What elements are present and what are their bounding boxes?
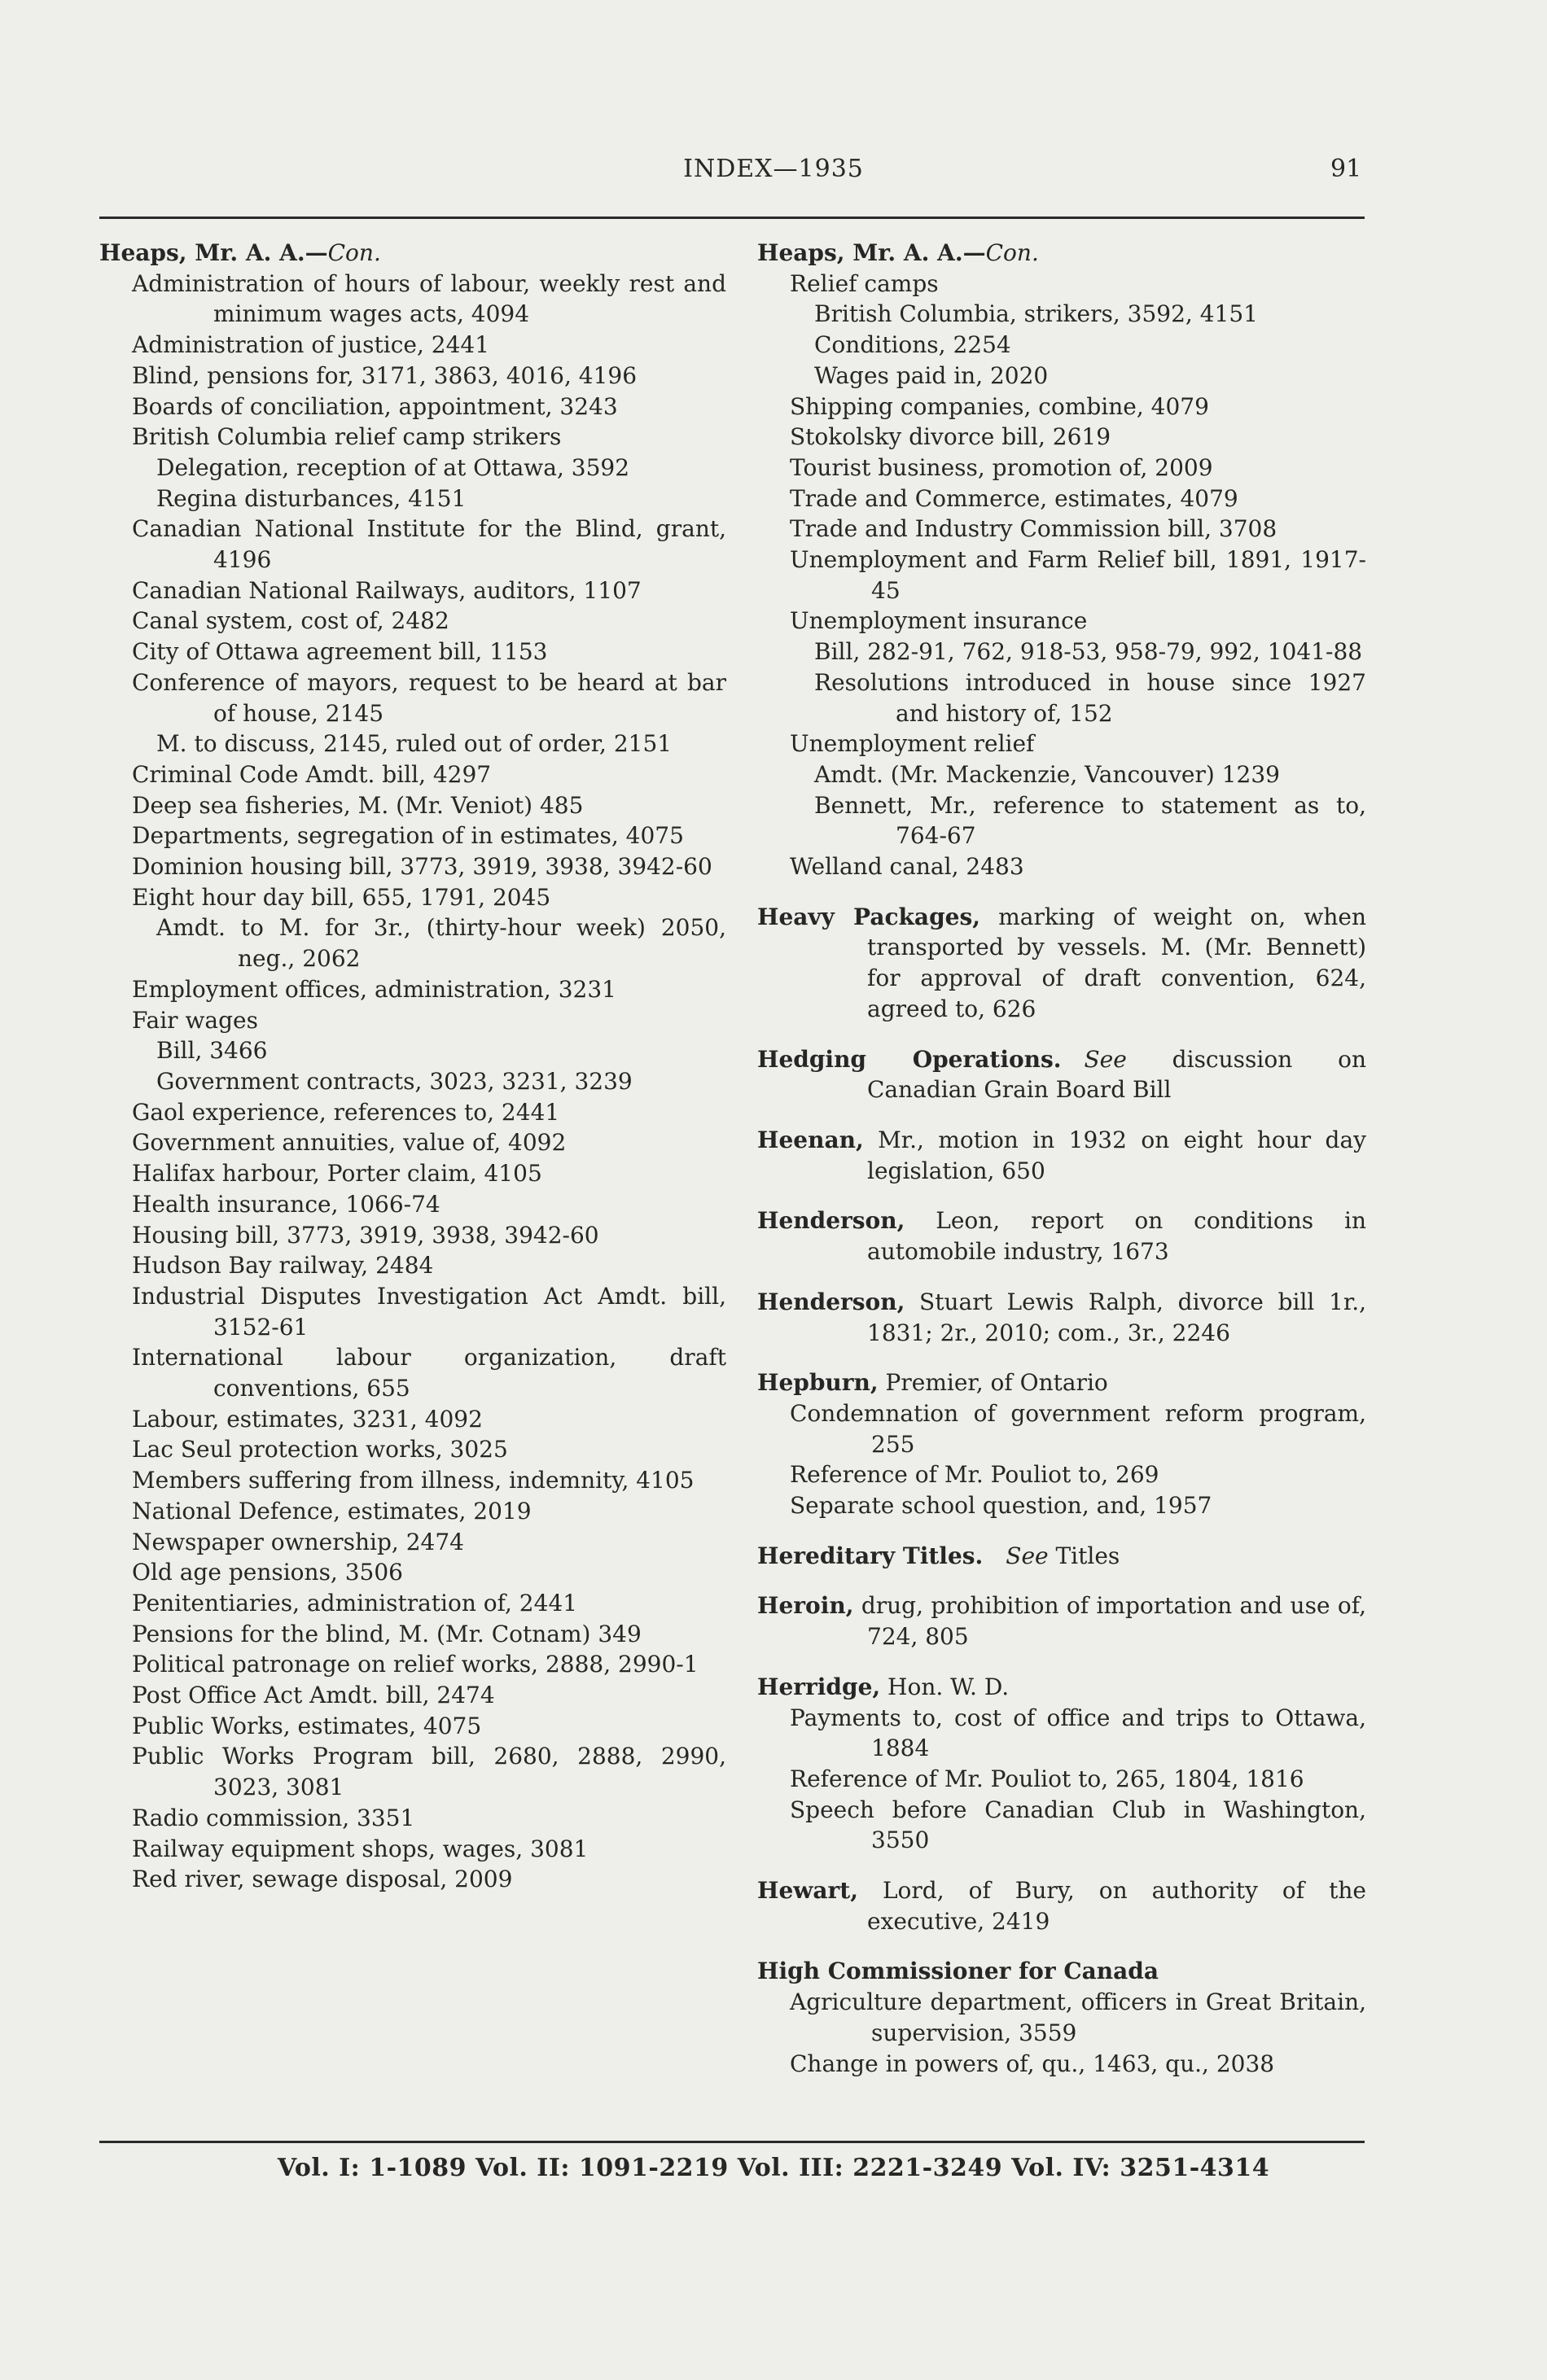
entry-text: drug, prohibition of importation and use of, 724, 805 — [853, 1592, 1366, 1651]
index-entry: National Defence, estimates, 2019 — [132, 1497, 532, 1525]
entry-text: Leon, report on conditions in automobile industry, 1673 — [867, 1207, 1366, 1266]
index-entry: Canadian National Railways, auditors, 1107 — [132, 576, 642, 604]
index-entry: Relief camps — [790, 269, 939, 297]
index-heading-entry — [757, 1367, 1366, 1398]
index-subentry: Delegation, reception of at Ottawa, 3592 — [156, 453, 630, 481]
index-entry: Tourist business, promotion of, 2009 — [790, 453, 1213, 481]
index-entry: Dominion housing bill, 3773, 3919, 3938, 3942-60 — [132, 853, 712, 881]
index-entry: Stokolsky divorce bill, 2619 — [790, 423, 1111, 451]
index-subentry: Reference of Mr. Pouliot to, 265, 1804, 1816 — [790, 1765, 1304, 1792]
index-heading-entry — [757, 1205, 1366, 1267]
index-entry: Boards of conciliation, appointment, 3243 — [132, 392, 618, 420]
index-entry: Deep sea fisheries, M. (Mr. Veniot) 485 — [132, 791, 584, 819]
section-gap — [757, 1348, 1366, 1367]
entry-head: Heavy Packages, — [757, 903, 980, 930]
index-entry: Unemployment and Farm Relief bill, 1891, 1917-45 — [790, 546, 1366, 604]
index-heading-entry — [757, 1287, 1366, 1348]
index-entry: Post Office Act Amdt. bill, 2474 — [132, 1682, 495, 1709]
heading-name: Heaps, Mr. A. A.— — [99, 239, 328, 266]
index-subentry: Bennett, Mr., reference to statement as to, 764-67 — [814, 791, 1366, 850]
see-target: Titles — [1048, 1542, 1120, 1569]
right-entries — [757, 269, 1366, 882]
index-subentry: Government contracts, 3023, 3231, 3239 — [156, 1067, 633, 1095]
entry-text: Stuart Lewis Ralph, divorce bill 1r., 1831; 2r., 2010; com., 3r., 2246 — [867, 1288, 1366, 1346]
index-heading-entry — [757, 1541, 1366, 1572]
section-gap — [757, 1521, 1366, 1541]
index-heading-entry — [757, 1044, 1366, 1105]
index-entry: Departments, segregation of in estimates, 4075 — [132, 822, 684, 850]
index-entry: Industrial Disputes Investigation Act Amdt. bill, 3152-61 — [132, 1282, 726, 1341]
index-subentry: Wages paid in, 2020 — [814, 361, 1049, 389]
see-target: discussion on Canadian Grain Board Bill — [867, 1045, 1366, 1104]
index-entry: Blind, pensions for, 3171, 3863, 4016, 4196 — [132, 361, 638, 389]
index-entry: Trade and Commerce, estimates, 4079 — [790, 484, 1238, 512]
heading-continued: Con. — [327, 239, 381, 266]
entry-text: Hon. W. D. — [880, 1673, 1010, 1700]
index-entry: Conference of mayors, request to be heard at bar of house, 2145 — [132, 668, 726, 727]
index-subentry: Bill, 3466 — [156, 1037, 268, 1065]
index-entry: Hudson Bay railway, 2484 — [132, 1252, 434, 1280]
index-entry: Political patronage on relief works, 2888, 2990-1 — [132, 1651, 699, 1678]
index-subentry: Agriculture department, officers in Great Britain, supervision, 3559 — [790, 1988, 1366, 2046]
index-entry: Railway equipment shops, wages, 3081 — [132, 1835, 589, 1862]
entry-head: High Commissioner for Canada — [757, 1958, 1159, 1985]
index-entry: City of Ottawa agreement bill, 1153 — [132, 638, 548, 666]
index-heading-entry — [757, 1875, 1366, 1936]
running-title: INDEX—1935 — [683, 155, 864, 183]
index-subentry: Condemnation of government reform program, 255 — [790, 1399, 1366, 1458]
index-heading-entry — [757, 1590, 1366, 1652]
bottom-rule — [99, 2141, 1365, 2143]
index-entry: Newspaper ownership, 2474 — [132, 1528, 464, 1555]
index-subentry: British Columbia, strikers, 3592, 4151 — [814, 300, 1258, 328]
entry-text: Lord, of Bury, on authority of the executive, 2419 — [857, 1877, 1366, 1935]
index-subentry: Conditions, 2254 — [814, 331, 1011, 359]
index-entry: British Columbia relief camp strikers — [132, 423, 562, 451]
index-entry: Labour, estimates, 3231, 4092 — [132, 1405, 483, 1433]
section-gap — [757, 1936, 1366, 1956]
left-entries — [99, 269, 726, 1895]
section-gap — [757, 1571, 1366, 1590]
section-gap — [757, 1025, 1366, 1044]
index-entry: Administration of justice, 2441 — [132, 331, 490, 359]
entry-head: Heenan, — [757, 1126, 864, 1153]
section-gap — [757, 1186, 1366, 1205]
index-entry: Canadian National Institute for the Blind, grant, 4196 — [132, 515, 726, 574]
entry-head: Hedging Operations. — [757, 1045, 1062, 1073]
index-subentry: M. to discuss, 2145, ruled out of order, 2151 — [156, 730, 673, 758]
index-entry: Trade and Industry Commission bill, 3708 — [790, 515, 1277, 543]
index-subentry: Payments to, cost of office and trips to Ottawa, 1884 — [790, 1704, 1366, 1762]
entry-head: Hepburn, — [757, 1369, 879, 1397]
index-entry: Canal system, cost of, 2482 — [132, 607, 449, 635]
index-entry: Fair wages — [132, 1006, 258, 1034]
index-subentry: Regina disturbances, 4151 — [156, 484, 467, 512]
section-gap — [757, 1267, 1366, 1287]
right-column-heading — [757, 238, 1366, 269]
entry-text: Mr., motion in 1932 on eight hour day legislation, 650 — [863, 1126, 1366, 1184]
index-entry: Lac Seul protection works, 3025 — [132, 1436, 508, 1463]
index-entry: Shipping companies, combine, 4079 — [790, 392, 1209, 420]
index-entry: Eight hour day bill, 655, 1791, 2045 — [132, 883, 551, 911]
index-entry: Employment offices, administration, 3231 — [132, 975, 616, 1003]
entry-head: Herridge, — [757, 1673, 881, 1700]
index-entry: Halifax harbour, Porter claim, 4105 — [132, 1160, 542, 1188]
index-entry: Welland canal, 2483 — [790, 853, 1024, 881]
entry-head: Heroin, — [757, 1592, 854, 1620]
index-entry: Unemployment insurance — [790, 607, 1088, 635]
index-entry: Administration of hours of labour, weekly rest and minimum wages acts, 4094 — [132, 269, 726, 328]
index-entry: Public Works, estimates, 4075 — [132, 1712, 482, 1739]
index-subentry: Amdt. (Mr. Mackenzie, Vancouver) 1239 — [814, 760, 1280, 788]
index-subentry: Reference of Mr. Pouliot to, 269 — [790, 1461, 1159, 1489]
index-entry: Government annuities, value of, 4092 — [132, 1129, 567, 1157]
index-entry: Health insurance, 1066-74 — [132, 1190, 440, 1218]
entry-head: Hereditary Titles. — [757, 1542, 984, 1569]
entry-head: Henderson, — [757, 1207, 905, 1235]
index-entry: International labour organization, draft conventions, 655 — [132, 1344, 726, 1402]
index-entry: Old age pensions, 3506 — [132, 1559, 403, 1586]
right-sections — [757, 882, 1366, 2080]
index-subentry: Bill, 282-91, 762, 918-53, 958-79, 992, 1041-88 — [814, 638, 1363, 666]
right-column — [757, 238, 1366, 2079]
index-entry: Pensions for the blind, M. (Mr. Cotnam) 349 — [132, 1620, 642, 1647]
top-rule — [99, 217, 1365, 219]
left-column-heading — [99, 238, 726, 269]
page-number: 91 — [1330, 155, 1362, 183]
index-heading-entry — [757, 902, 1366, 1025]
section-gap — [757, 1856, 1366, 1875]
index-entry: Unemployment relief — [790, 730, 1035, 758]
volume-footer: Vol. I: 1-1089 Vol. II: 1091-2219 Vol. III: 2221-3249 Vol. IV: 3251-4314 — [277, 2154, 1270, 2182]
left-column — [99, 238, 726, 1895]
index-entry: Housing bill, 3773, 3919, 3938, 3942-60 — [132, 1221, 599, 1249]
index-subentry: Change in powers of, qu., 1463, qu., 2038 — [790, 2050, 1275, 2077]
index-entry: Radio commission, 3351 — [132, 1804, 415, 1831]
index-entry: Criminal Code Amdt. bill, 4297 — [132, 760, 492, 788]
section-gap — [757, 882, 1366, 902]
index-entry: Red river, sewage disposal, 2009 — [132, 1866, 513, 1893]
index-heading-entry — [757, 1125, 1366, 1186]
entry-text: Premier, of Ontario — [878, 1369, 1108, 1397]
index-subentry: Resolutions introduced in house since 1927 and history of, 152 — [814, 668, 1366, 727]
index-entry: Members suffering from illness, indemnity, 4105 — [132, 1467, 695, 1494]
see-reference: See — [1084, 1045, 1127, 1073]
index-entry: Public Works Program bill, 2680, 2888, 2990, 3023, 3081 — [132, 1743, 726, 1801]
entry-head: Hewart, — [757, 1877, 858, 1905]
section-gap — [757, 1105, 1366, 1125]
entry-head: Henderson, — [757, 1288, 905, 1315]
heading-continued: Con. — [985, 239, 1039, 266]
index-subentry: Speech before Canadian Club in Washington, 3550 — [790, 1796, 1366, 1854]
index-subentry: Separate school question, and, 1957 — [790, 1492, 1212, 1520]
heading-name: Heaps, Mr. A. A.— — [757, 239, 986, 266]
index-subentry: Amdt. to M. for 3r., (thirty-hour week) 2050, neg., 2062 — [156, 914, 726, 973]
index-heading-entry — [757, 1956, 1366, 1987]
see-reference: See — [1006, 1542, 1049, 1569]
entry-text: marking of weight on, when transported by vessels. M. (Mr. Bennett) for approval of draft convention, 624, agreed to, 626 — [867, 903, 1367, 1022]
index-entry: Gaol experience, references to, 2441 — [132, 1098, 560, 1126]
index-heading-entry — [757, 1672, 1366, 1703]
index-entry: Penitentiaries, administration of, 2441 — [132, 1589, 578, 1617]
section-gap — [757, 1652, 1366, 1672]
